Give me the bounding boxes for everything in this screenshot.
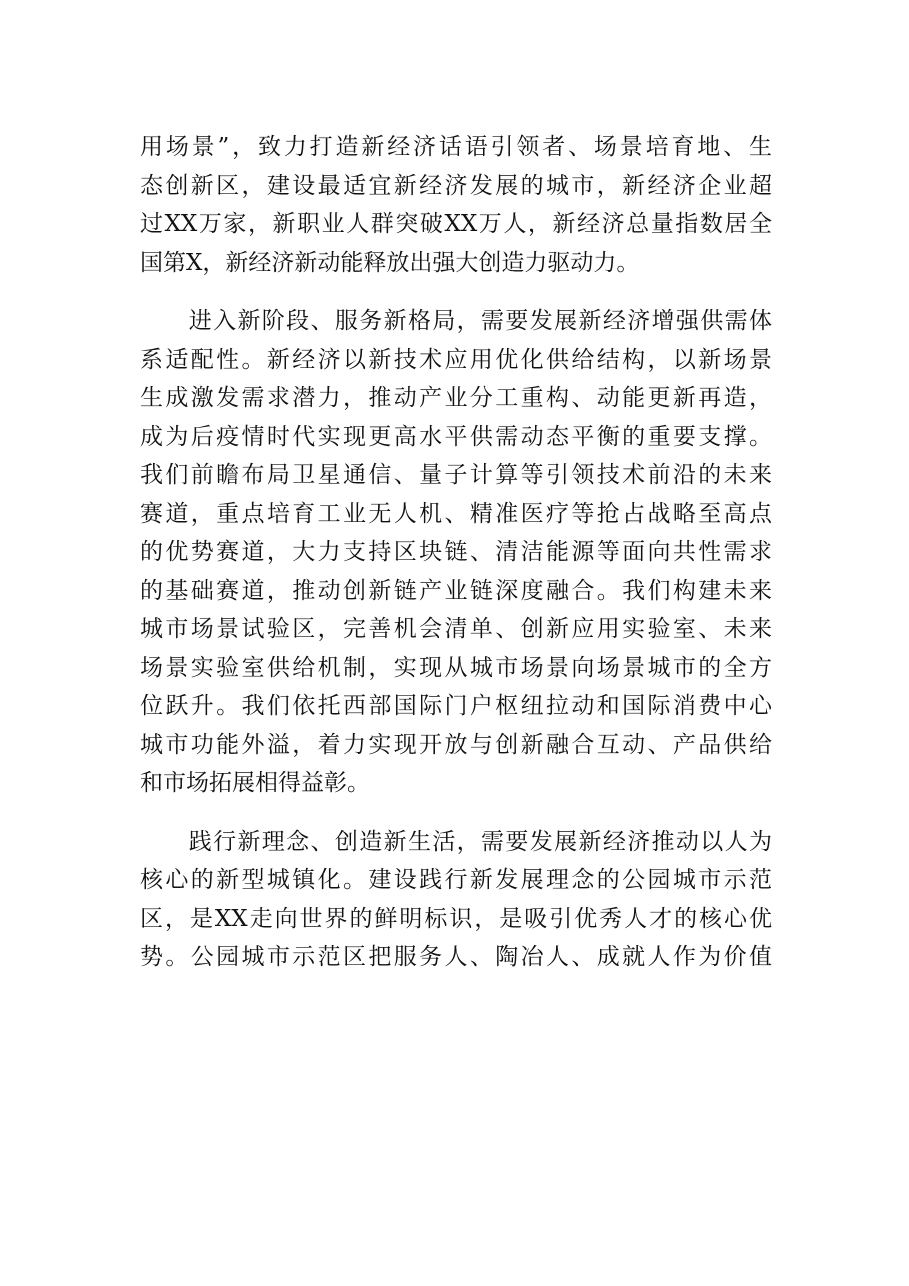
paragraph-1: [140, 128, 772, 282]
text-line: 系适配性。新经济以新技术应用优化供给结构，以新场景: [140, 346, 772, 373]
text-line: 核心的新型城镇化。建设践行新发展理念的公园城市示范: [140, 867, 772, 893]
text-line: 赛道，重点培育工业无人机、精准医疗等抢占战略至高点: [140, 500, 772, 527]
text-line: 势。公园城市示范区把服务人、陶冶人、成就人作为价值: [140, 944, 772, 970]
text-line: 态创新区，建设最适宜新经济发展的城市，新经济企业超: [140, 172, 772, 199]
text-line: 践行新理念、创造新生活，需要发展新经济推动以人为: [140, 828, 772, 855]
text-line: 场景实验室供给机制，实现从城市场景向场景城市的全方: [140, 654, 772, 681]
paragraph-spacer: [140, 803, 772, 823]
paragraph-3: [140, 823, 772, 977]
text-line: 过XX万家，新职业人群突破XX万人，新经济总量指数居全: [140, 211, 772, 237]
text-line: 用场景”，致力打造新经济话语引领者、场景培育地、生: [140, 134, 772, 160]
text-line: 我们前瞻布局卫星通信、量子计算等引领技术前沿的未来: [140, 462, 772, 488]
text-line: 进入新阶段、服务新格局，需要发展新经济增强供需体: [140, 308, 772, 334]
paragraph-spacer: [140, 282, 772, 302]
text-line: 的优势赛道，大力支持区块链、清洁能源等面向共性需求: [140, 539, 772, 565]
text-line: 和市场拓展相得益彰。: [140, 770, 370, 796]
text-line: 成为后疫情时代实现更高水平供需动态平衡的重要支撑。: [140, 423, 772, 450]
text-line: 国第X，新经济新动能释放出强大创造力驱动力。: [140, 249, 640, 276]
text-line: 区，是XX走向世界的鲜明标识，是吸引优秀人才的核心优: [140, 905, 772, 932]
text-line: 城市场景试验区，完善机会清单、创新应用实验室、未来: [140, 616, 772, 642]
text-line: 位跃升。我们依托西部国际门户枢纽拉动和国际消费中心: [140, 693, 772, 719]
text-line: 生成激发需求潜力，推动产业分工重构、动能更新再造，: [140, 385, 772, 411]
text-line: 的基础赛道，推动创新链产业链深度融合。我们构建未来: [140, 577, 772, 604]
text-line: 城市功能外溢，着力实现开放与创新融合互动、产品供给: [140, 731, 772, 758]
document-body: [140, 128, 772, 977]
paragraph-2: [140, 302, 772, 803]
